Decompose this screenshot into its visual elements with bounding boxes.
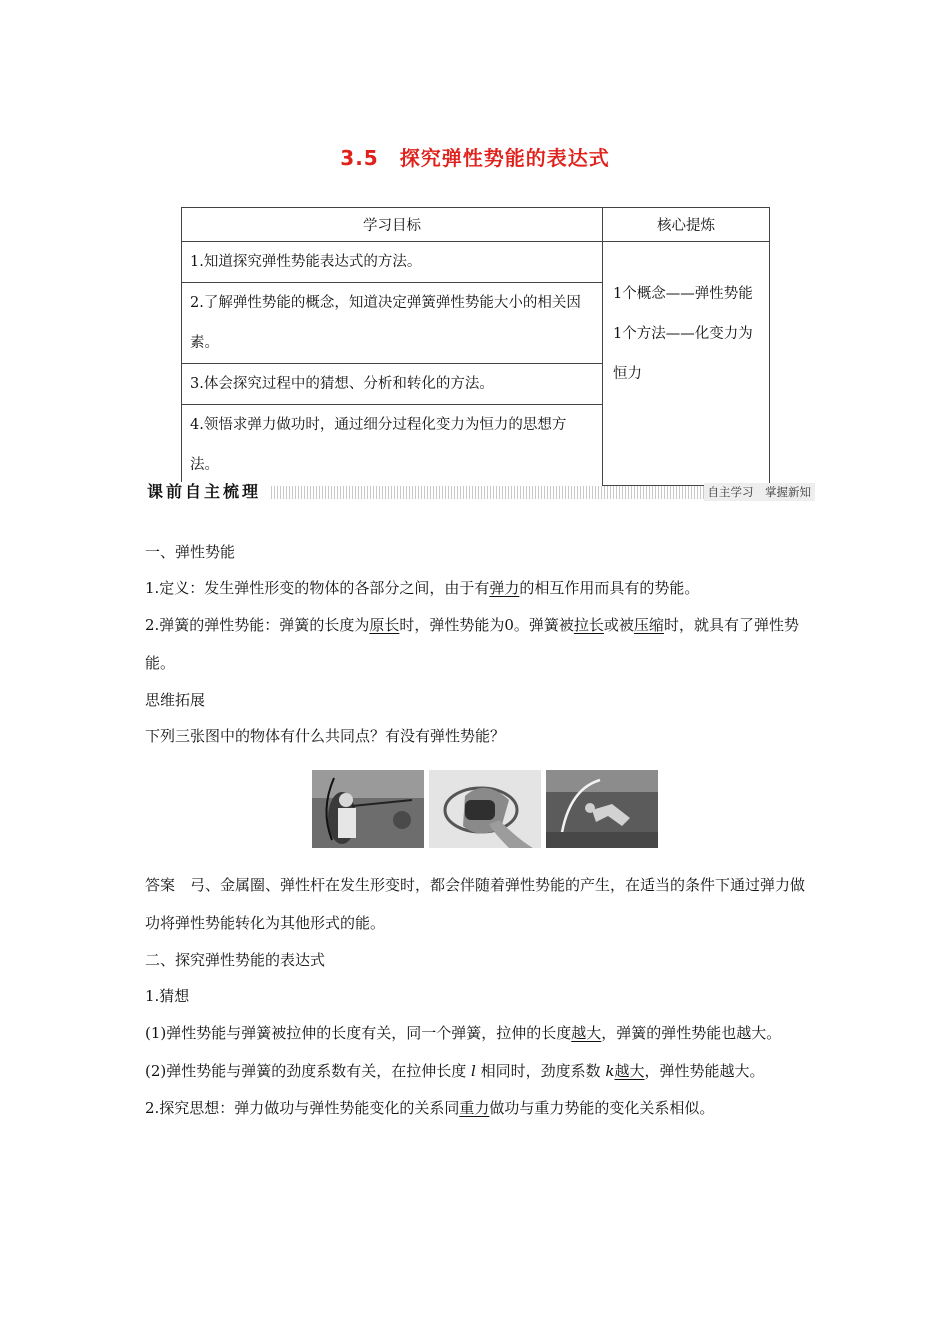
archery-photo — [312, 770, 424, 848]
guess-2-text: (2)弹性势能与弹簧的劲度系数有关，在拉伸长度 l 相同时，劲度系数 k越大，弹性势能越大。 — [145, 1062, 765, 1080]
core-concept: 1个概念——弹性势能 — [613, 286, 753, 302]
blank-answer: 弹力 — [489, 579, 520, 597]
main-content — [145, 534, 815, 1126]
answer-text: 答案 弓、金属圈、弹性杆在发生形变时，都会伴随着弹性势能的产生，在适当的条件下通过弹力做功将弹性势能转化为其他形式的能。 — [145, 876, 806, 932]
blank-answer: 拉长 — [573, 616, 604, 634]
blank-answer: 原长 — [369, 616, 400, 634]
pole-vault-photo — [546, 770, 658, 848]
blank-answer: 越大 — [614, 1062, 645, 1080]
goal-4: 4.领悟求弹力做功时，通过细分过程化变力为恒力的思想方法。 — [182, 405, 603, 486]
goals-table — [181, 207, 770, 486]
guess-1-text: (1)弹性势能与弹簧被拉伸的长度有关，同一个弹簧，拉伸的长度越大，弹簧的弹性势能也越大。 — [145, 1024, 782, 1042]
banner-label: 课前自主梳理 — [147, 482, 265, 502]
blank-answer: 压缩 — [633, 616, 664, 634]
goal-2: 2.了解弹性势能的概念，知道决定弹簧弹性势能大小的相关因素。 — [182, 283, 603, 364]
header-goals: 学习目标 — [182, 208, 603, 242]
blank-answer: 越大 — [571, 1024, 602, 1042]
spring-energy-text: 2.弹簧的弹性势能：弹簧的长度为原长时，弹性势能为0。弹簧被拉长或被压缩时，就具有了弹性势能。 — [145, 616, 799, 672]
banner-tag: 自主学习 掌握新知 — [704, 483, 816, 501]
header-core: 核心提炼 — [603, 208, 770, 242]
question-text: 下列三张图中的物体有什么共同点？有没有弹性势能？ — [145, 727, 506, 745]
metal-ring-photo — [429, 770, 541, 848]
goal-3: 3.体会探究过程中的猜想、分析和转化的方法。 — [182, 364, 603, 405]
guess-heading: 1.猜想 — [145, 987, 190, 1005]
page-title: 3.5 探究弹性势能的表达式 — [340, 146, 610, 170]
goal-1: 1.知道探究弹性势能表达式的方法。 — [182, 242, 603, 283]
variable-k: k — [605, 1062, 615, 1080]
section2-heading: 二、探究弹性势能的表达式 — [145, 951, 326, 969]
core-method: 1个方法——化变力为恒力 — [613, 326, 753, 382]
section1-heading: 一、弹性势能 — [145, 543, 236, 561]
definition-text: 1.定义：发生弹性形变的物体的各部分之间，由于有弹力的相互作用而具有的势能。 — [145, 579, 700, 597]
variable-l: l — [471, 1062, 476, 1080]
extension-heading: 思维拓展 — [145, 691, 206, 709]
core-summary — [603, 242, 770, 486]
blank-answer: 重力 — [459, 1099, 490, 1117]
idea-text: 2.探究思想：弹力做功与弹性势能变化的关系同重力做功与重力势能的变化关系相似。 — [145, 1099, 715, 1117]
section-banner — [147, 482, 815, 502]
photo-strip — [312, 766, 815, 858]
